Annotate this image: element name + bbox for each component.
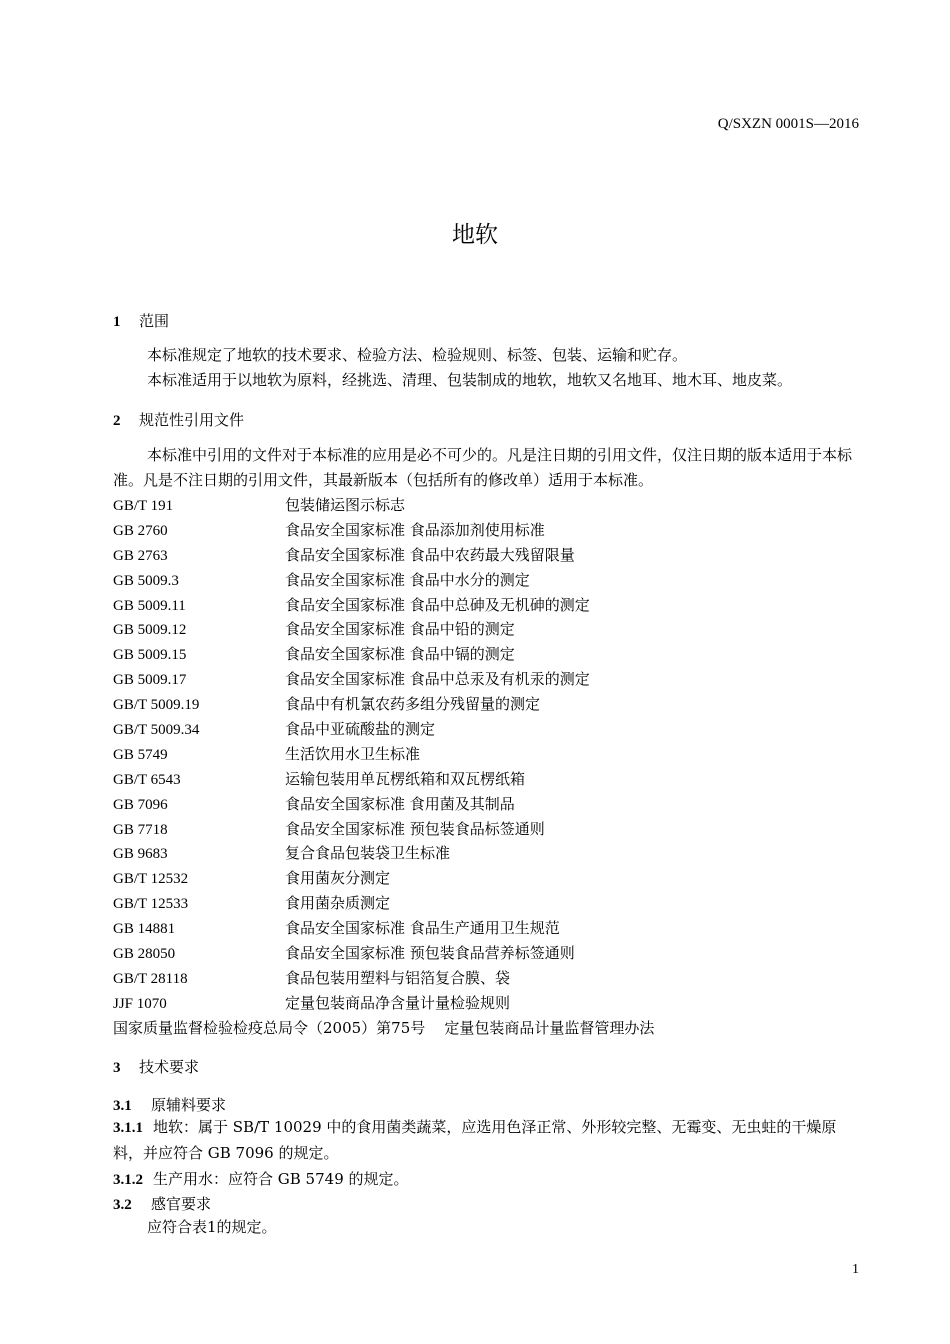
section-number: 3.2 [113,1197,132,1213]
reference-code: GB 5009.3 [113,572,179,589]
reference-name: 食品安全国家标准 食用菌及其制品 [285,794,515,813]
reference-item [113,817,859,842]
section-title: 原辅料要求 [151,1096,227,1114]
clause-text: ：应符合 GB 5749 的规定。 [213,1170,409,1188]
reference-code: GB 2760 [113,522,168,539]
section-number: 3 [113,1060,121,1076]
section-3-heading [113,1056,199,1077]
reference-item [113,692,859,717]
reference-name: 复合食品包装袋卫生标准 [285,844,451,863]
reference-code: GB 5009.15 [113,647,187,664]
reference-name: 食品中有机氯农药多组分残留量的测定 [285,695,541,714]
reference-name: 食品安全国家标准 食品中铅的测定 [285,620,515,639]
reference-code: GB/T 28118 [113,970,188,987]
clause-number: 3.1.2 [113,1172,143,1188]
reference-code: GB 5009.17 [113,672,187,689]
reference-code: GB 7096 [113,796,168,813]
reference-code: GB 9683 [113,846,168,863]
reference-code: GB/T 12532 [113,871,189,888]
reference-item [113,717,859,742]
reference-name: 食品安全国家标准 食品生产通用卫生规范 [285,919,560,938]
section-3-2-text: 应符合表1的规定。 [147,1218,277,1236]
section-3-1-1-paragraph [113,1115,859,1166]
reference-code: GB 14881 [113,921,176,938]
reference-code: JJF 1070 [113,995,167,1012]
reference-code: GB 5009.11 [113,597,186,614]
section-title: 技术要求 [139,1058,200,1076]
reference-code: GB/T 191 [113,498,174,514]
document-title: 地软 [452,222,498,248]
clause-number: 3.1.1 [113,1120,143,1136]
standard-code: Q/SXZN 0001S—2016 [717,116,859,132]
reference-name: 包装储运图示标志 [285,496,406,514]
reference-name: 食用菌杂质测定 [285,894,391,913]
clause-term: 生产用水 [153,1170,214,1188]
section-3-2-heading [113,1193,211,1214]
section-3-1-2-paragraph [113,1168,409,1189]
section-number: 1 [113,314,121,330]
section-title: 范围 [139,312,170,330]
reference-item [113,568,859,593]
section-number: 2 [113,413,121,429]
section-number: 3.1 [113,1098,132,1114]
section-3-1-heading [113,1094,226,1115]
reference-item [113,593,859,618]
reference-code: GB/T 5009.19 [113,697,200,714]
reference-name: 运输包装用单瓦楞纸箱和双瓦楞纸箱 [285,769,526,788]
reference-name: 食用菌灰分测定 [285,869,391,888]
reference-name: 定量包装商品净含量计量检验规则 [285,993,511,1012]
scope-paragraph-2: 本标准适用于以地软为原料，经挑选、清理、包装制成的地软，地软又名地耳、地木耳、地皮菜。 [147,371,793,389]
reference-decree: 国家质量监督检验检疫总局令（2005）第75号 定量包装商品计量监督管理办法 [113,1018,655,1037]
page-number: 1 [852,1262,859,1277]
reference-name: 食品安全国家标准 预包装食品标签通则 [285,819,545,838]
reference-item [113,667,859,692]
reference-item [113,792,859,817]
reference-item [113,941,859,966]
reference-code: GB 28050 [113,946,176,963]
reference-item [113,767,859,792]
reference-name: 食品安全国家标准 食品中总汞及有机汞的测定 [285,670,590,689]
section-title: 感官要求 [151,1195,212,1213]
reference-name: 食品包装用塑料与铝箔复合膜、袋 [285,968,511,987]
reference-name: 食品安全国家标准 预包装食品营养标签通则 [285,944,575,963]
reference-list [113,493,859,1041]
reference-name: 生活饮用水卫生标准 [285,744,421,763]
section-2-heading [113,409,244,430]
reference-name: 食品安全国家标准 食品中镉的测定 [285,645,515,664]
reference-item [113,841,859,866]
reference-name: 食品安全国家标准 食品中总砷及无机砷的测定 [285,595,590,614]
reference-item [113,518,859,543]
reference-item [113,891,859,916]
section-title: 规范性引用文件 [139,411,245,429]
reference-item [113,991,859,1016]
reference-item [113,742,859,767]
reference-code: GB 2763 [113,547,168,564]
clause-text: ：属于 SB/T 10029 中的食用菌类蔬菜，应选用色泽正常、外形较完整、无霉变、无虫蛀的干燥原料，并应符合 GB 7096 的规定。 [113,1118,837,1162]
reference-name: 食品安全国家标准 食品中水分的测定 [285,570,530,589]
reference-code: GB 7718 [113,821,168,838]
references-intro: 本标准中引用的文件对于本标准的应用是必不可少的。凡是注日期的引用文件，仅注日期的版本适用于本标准。凡是不注日期的引用文件，其最新版本（包括所有的修改单）适用于本标准。 [113,446,853,489]
reference-item [113,617,859,642]
reference-item [113,642,859,667]
reference-code: GB 5009.12 [113,622,187,639]
section-1-heading [113,310,169,331]
reference-name: 食品中亚硫酸盐的测定 [285,720,436,739]
reference-item [113,966,859,991]
reference-code: GB/T 5009.34 [113,722,200,739]
reference-item [113,543,859,568]
reference-item [113,866,859,891]
reference-name: 食品安全国家标准 食品中农药最大残留限量 [285,545,575,564]
reference-item [113,493,859,518]
clause-term: 地软 [153,1118,184,1136]
reference-item [113,916,859,941]
reference-name: 食品安全国家标准 食品添加剂使用标准 [285,520,545,539]
reference-code: GB 5749 [113,746,168,763]
reference-code: GB/T 6543 [113,771,181,788]
scope-paragraph-1: 本标准规定了地软的技术要求、检验方法、检验规则、标签、包装、运输和贮存。 [147,346,688,364]
reference-code: GB/T 12533 [113,896,189,913]
